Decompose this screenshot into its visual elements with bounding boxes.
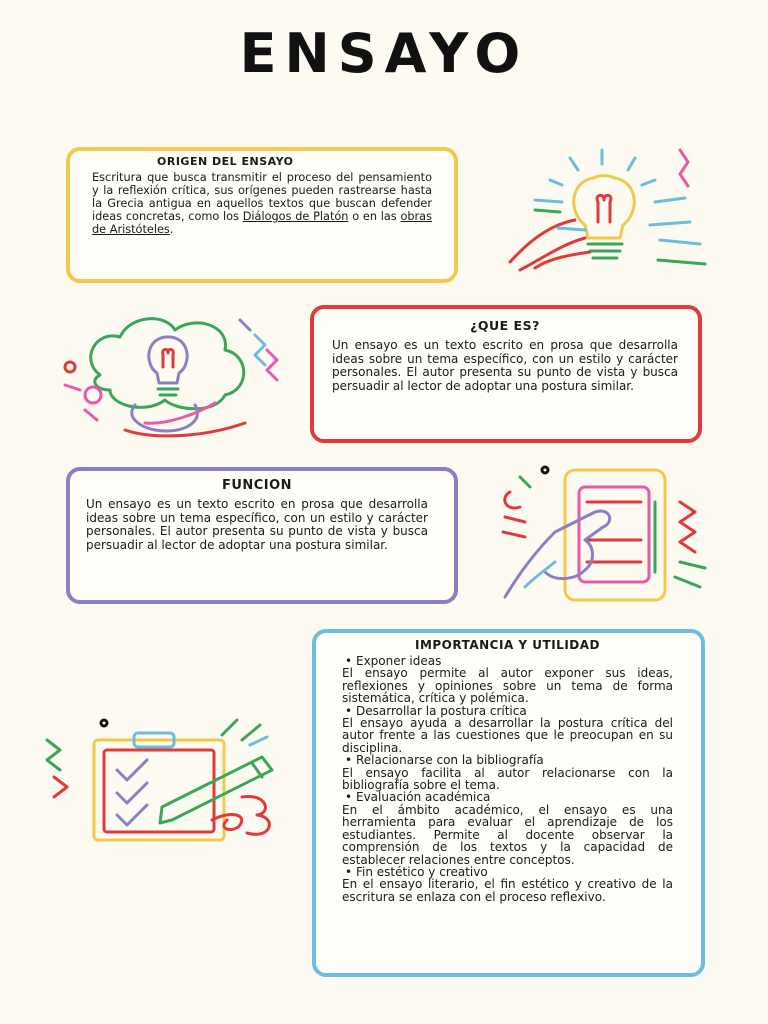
importancia-card bbox=[312, 629, 705, 977]
page-title: ENSAYO bbox=[239, 22, 529, 85]
importancia-bullet: • Evaluación académica bbox=[342, 791, 673, 803]
lightbulb-cloud-icon bbox=[55, 305, 295, 450]
importancia-section bbox=[342, 866, 673, 903]
checklist-pencil-icon bbox=[42, 715, 302, 845]
origen-text-middle: o en las bbox=[348, 210, 401, 223]
importancia-bullet: • Exponer ideas bbox=[342, 655, 673, 667]
que-es-text: Un ensayo es un texto escrito en prosa que desarrolla ideas sobre un tema específico, con un estilo y carácter personales. El autor presenta su punto de vista y busca persuadir al lector de adoptar una postura similar. bbox=[332, 338, 678, 393]
importancia-section bbox=[342, 791, 673, 865]
importancia-heading: IMPORTANCIA Y UTILIDAD bbox=[414, 638, 600, 652]
importancia-text: El ensayo permite al autor exponer sus ideas, reflexiones y opiniones sobre un tema de forma sistemática, crítica y polémica. bbox=[342, 666, 673, 706]
importancia-text: El ensayo facilita al autor relacionarse con la bibliografía sobre el tema. bbox=[342, 765, 673, 793]
importancia-bullet: • Relacionarse con la bibliografía bbox=[342, 754, 673, 766]
importancia-text: En el ensayo literario, el fin estético y creativo de la escritura se enlaza con el proceso reflexivo. bbox=[342, 877, 673, 904]
importancia-section bbox=[342, 754, 673, 791]
funcion-text: Un ensayo es un texto escrito en prosa que desarrolla ideas sobre un tema específico, con un estilo y carácter personales. El autor presenta su punto de vista y busca persuadir al lector de adoptar una postura similar. bbox=[86, 497, 428, 552]
origen-text bbox=[92, 171, 432, 236]
importancia-section bbox=[342, 655, 673, 705]
link-obras-aristoteles[interactable]: obras de Aristóteles bbox=[92, 210, 432, 236]
que-es-heading: ¿QUE ES? bbox=[470, 318, 540, 333]
phone-hand-icon bbox=[495, 462, 710, 612]
importancia-text: El ensayo ayuda a desarrollar la postura crítica del autor frente a las cuestiones que le preocupan en su disciplina. bbox=[342, 716, 673, 755]
importancia-bullet: • Fin estético y creativo bbox=[342, 866, 673, 878]
que-es-card bbox=[310, 305, 702, 443]
lightbulb-hand-icon bbox=[490, 140, 720, 285]
funcion-card bbox=[66, 467, 458, 604]
link-dialogos-platon[interactable]: Diálogos de Platón bbox=[242, 210, 349, 223]
importancia-section bbox=[342, 705, 673, 755]
funcion-heading: FUNCION bbox=[221, 478, 293, 493]
origen-heading: ORIGEN DEL ENSAYO bbox=[157, 155, 294, 168]
origen-text-before: Escritura que busca transmitir el proceso del pensamiento y la reflexión crítica, sus orígenes pueden rastrearse hasta la Grecia antigua en aquellos textos que buscan defender ideas concretas, como los bbox=[92, 171, 432, 223]
origen-card bbox=[66, 147, 458, 283]
importancia-text: En el ámbito académico, el ensayo es una herramienta para evaluar el aprendizaje de los estudiantes. Permite al docente observar la comprensión de los textos y la capacidad de establecer relaciones entre conceptos. bbox=[342, 802, 673, 867]
importancia-bullet: • Desarrollar la postura crítica bbox=[342, 705, 673, 717]
origen-text-after: . bbox=[169, 223, 174, 236]
